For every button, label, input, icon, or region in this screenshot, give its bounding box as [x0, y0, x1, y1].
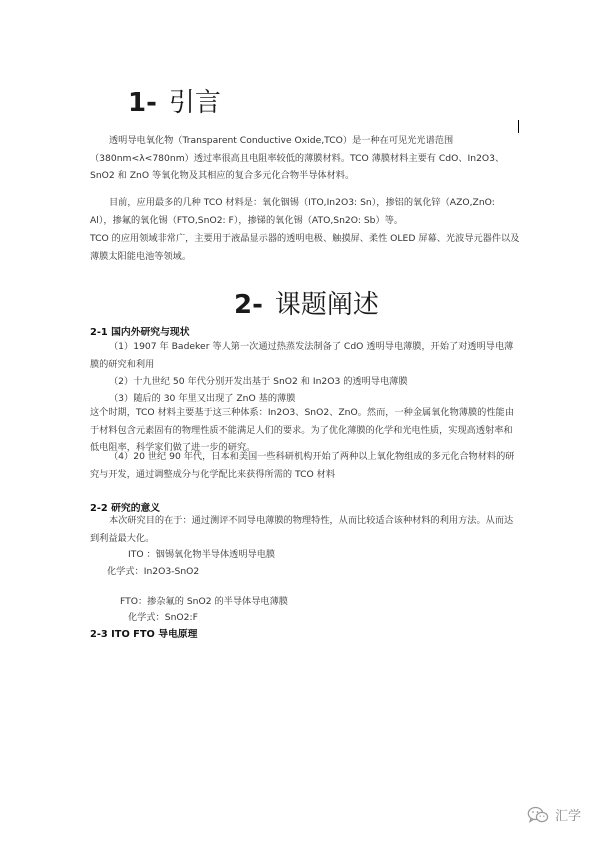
research-item-1: （1）1907 年 Badeker 等人第一次通过热蒸发法制备了 CdO 透明导电薄膜，开始了对透明导电薄膜的研究和利用 [90, 341, 514, 370]
research-item-3: （3）随后的 30 年里又出现了 ZnO 基的薄膜 [109, 393, 296, 404]
watermark [527, 805, 581, 824]
section-2-title: 课题阐述 [274, 290, 379, 320]
intro-paragraph-1: 透明导电氧化物（Transparent Conductive Oxide,TCO）是一种在可见光光谱范围（380nm<λ<780nm）透过率很高且电阻率较低的薄膜材料。TCO 薄膜材料主要有 CdO、In2O3、SnO2 和 ZnO 等氧化物及其相应的复合多元化合物半导体材料。 [90, 135, 505, 182]
intro-paragraph-2: 目前，应用最多的几种 TCO 材料是：氧化铟锡（ITO,In2O3: Sn），掺铝的氧化锌（AZO,ZnO: Al），掺氟的氧化锡（FTO,SnO2: F），掺锑的氧化锡（ATO,Sn2O: Sb）等。 [90, 197, 495, 226]
fto-definition: FTO：掺杂氟的 SnO2 的半导体导电薄膜 [120, 596, 288, 607]
research-purpose: 本次研究目的在于：通过测评不同导电薄膜的物理特性，从而比较适合该种材料的利用方法。从而达到利益最大化。 [90, 515, 514, 544]
section-2-number: 2- [234, 290, 263, 320]
fto-formula: 化学式：SnO2:F [128, 612, 198, 623]
research-item-4: （4）20 世纪 90 年代，日本和美国一些科研机构开始了两种以上氧化物组成的多元化合物材料的研究与开发，通过调整成分与化学配比来获得所需的 TCO 材料 [90, 451, 515, 480]
section-2-heading [234, 284, 379, 321]
intro-paragraph-3: TCO 的应用领域非常广，主要用于液晶显示器的透明电极、触摸屏、柔性 OLED 屏幕、光波导元器件以及薄膜太阳能电池等领域。 [90, 233, 520, 262]
subsection-2-2-heading: 2-2 研究的意义 [90, 503, 161, 514]
subsection-2-1-heading: 2-1 国内外研究与现状 [90, 327, 190, 338]
research-item-2: （2）十九世纪 50 年代分别开发出基于 SnO2 和 In2O3 的透明导电薄膜 [109, 376, 408, 387]
section-1-number: 1- [128, 88, 157, 118]
ito-definition: ITO ：铟锡氧化物半导体透明导电膜 [128, 549, 276, 560]
ito-formula: 化学式：In2O3-SnO2 [107, 566, 200, 577]
section-1-heading [128, 82, 221, 119]
section-1-title: 引言 [168, 88, 221, 118]
research-summary: 这个时期，TCO 材料主要基于这三种体系：In2O3、SnO2、ZnO。然而，一种金属氧化物薄膜的性能由于材料包含元素固有的物理性质不能满足人们的要求。为了优化薄膜的化学和光电性质，实现高透射率和低电阻率，科学家们做了进一步的研究。 [90, 407, 514, 454]
watermark-label: 汇学 [555, 809, 582, 824]
wechat-icon [527, 806, 549, 824]
subsection-2-3-heading: 2-3 ITO FTO 导电原理 [90, 629, 198, 640]
